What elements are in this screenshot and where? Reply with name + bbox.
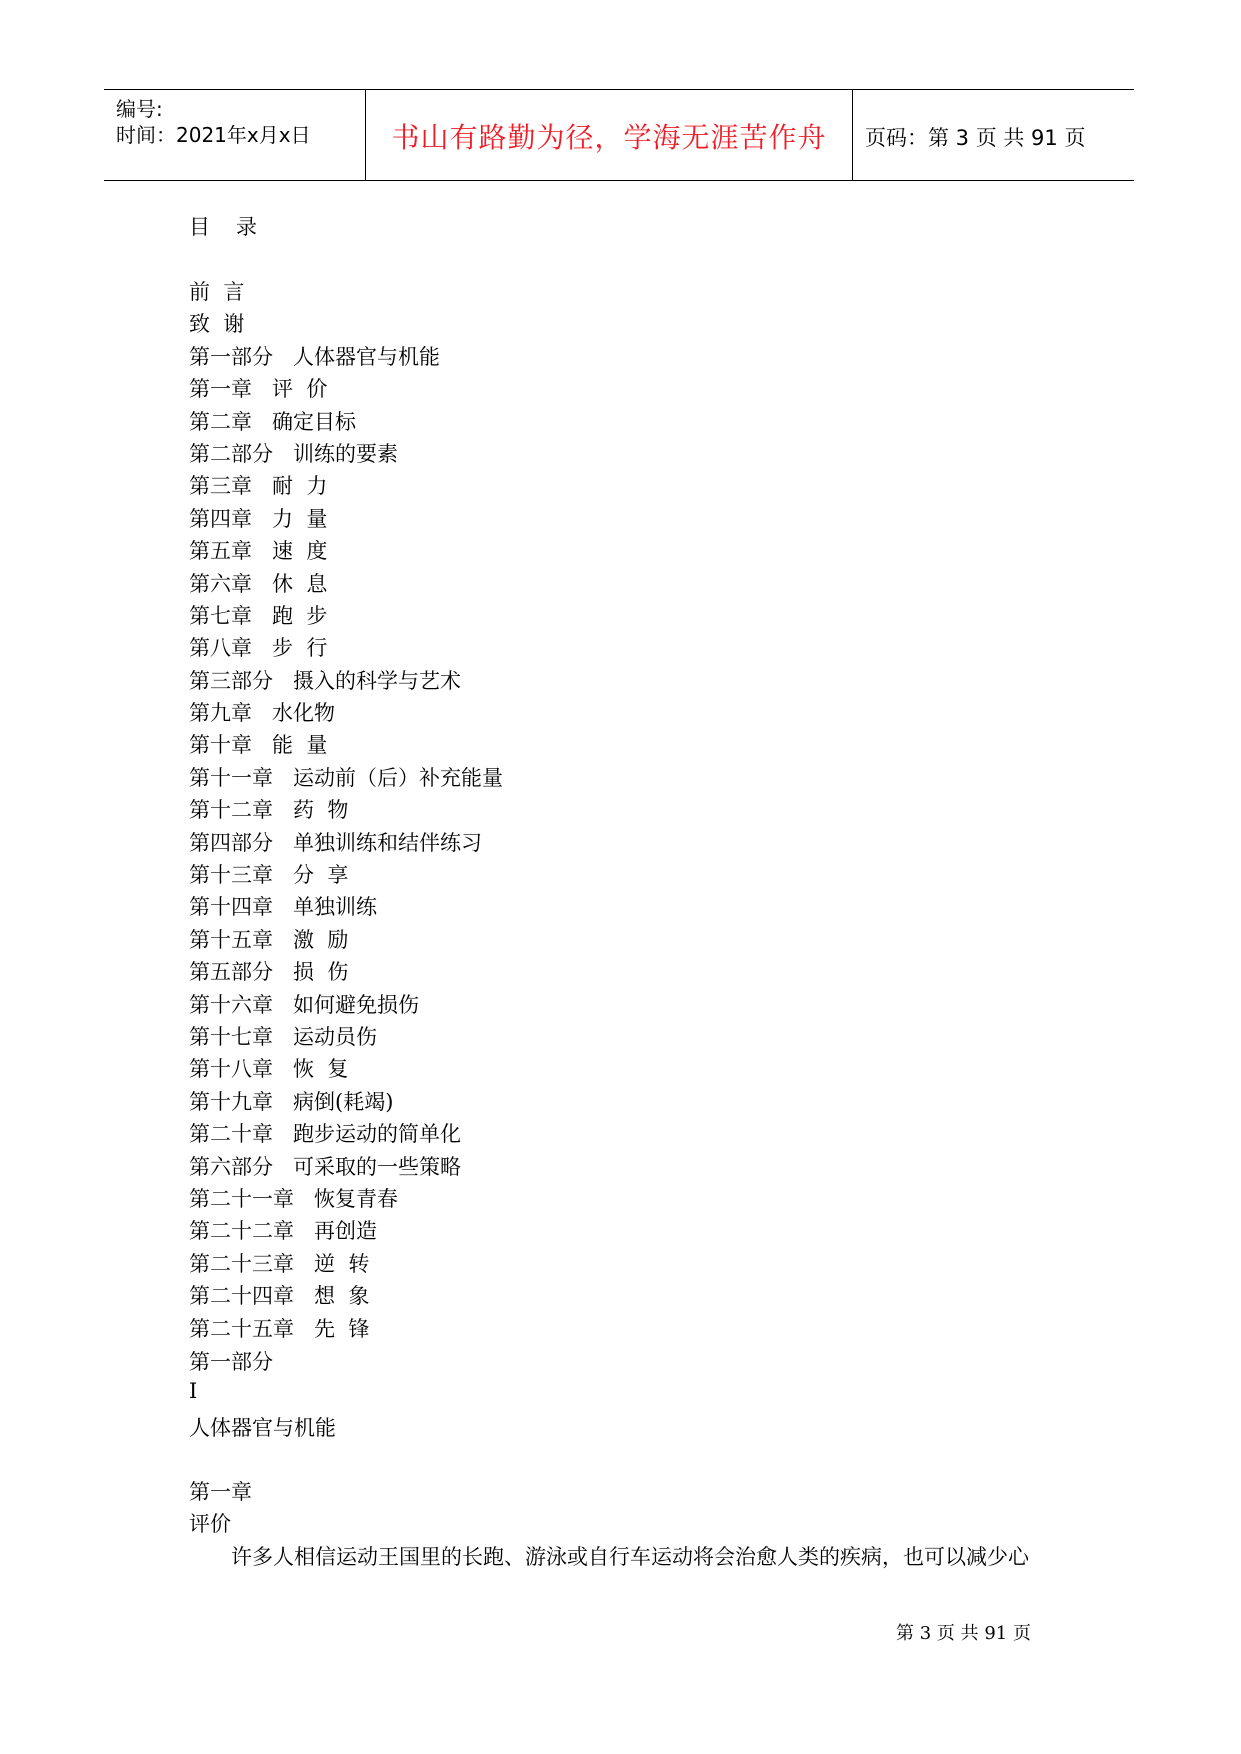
toc-item: 第十三章 分 享 (189, 863, 349, 888)
toc-item: 前 言 (189, 280, 245, 304)
toc-item: 第十四章 单独训练 (189, 895, 378, 920)
toc-title: 目录 (189, 215, 283, 239)
table-of-contents (189, 276, 503, 1345)
toc-item: 第二十章 跑步运动的简单化 (189, 1122, 462, 1147)
toc-item: 第九章 水化物 (189, 701, 336, 726)
toc-item: 第二十二章 再创造 (189, 1219, 378, 1244)
toc-item: 第一部分 人体器官与机能 (189, 344, 441, 369)
part-numeral: I (189, 1379, 198, 1403)
toc-item: 第二章 确定目标 (189, 409, 357, 434)
toc-item: 第十六章 如何避免损伤 (189, 992, 420, 1017)
chapter-label: 第一章 (189, 1480, 252, 1504)
toc-item: 第一章 评 价 (189, 377, 328, 402)
part-title: 人体器官与机能 (189, 1416, 336, 1440)
toc-item: 第七章 跑 步 (189, 603, 328, 628)
toc-item: 第二十四章 想 象 (189, 1284, 370, 1309)
part-label: 第一部分 (189, 1350, 273, 1374)
toc-item: 第二部分 训练的要素 (189, 441, 399, 466)
toc-item: 致 谢 (189, 312, 245, 337)
toc-item: 第二十五章 先 锋 (189, 1316, 370, 1341)
header-motto-cell (366, 90, 853, 180)
toc-item: 第六章 休 息 (189, 571, 328, 596)
header-page-code: 页码：第 3 页 共 91 页 (865, 126, 1086, 150)
body-paragraph: 许多人相信运动王国里的长跑、游泳或自行车运动将会治愈人类的疾病，也可以减少心 (231, 1545, 1029, 1569)
toc-item: 第十章 能 量 (189, 733, 328, 758)
header-page-cell (853, 90, 1134, 180)
document-number-label: 编号: (116, 97, 163, 121)
toc-item: 第十九章 病倒(耗竭) (189, 1089, 394, 1114)
toc-item: 第四部分 单独训练和结伴练习 (189, 830, 483, 855)
page-header (104, 89, 1134, 181)
toc-item: 第十二章 药 物 (189, 798, 349, 823)
chapter-title: 评价 (189, 1512, 231, 1536)
page-footer: 第 3 页 共 91 页 (896, 1623, 1031, 1644)
toc-item: 第十八章 恢 复 (189, 1057, 349, 1082)
toc-item: 第五章 速 度 (189, 539, 328, 564)
toc-item: 第十七章 运动员伤 (189, 1024, 378, 1049)
toc-item: 第二十一章 恢复青春 (189, 1186, 399, 1211)
toc-item: 第十五章 激 励 (189, 927, 349, 952)
toc-item: 第三章 耐 力 (189, 474, 328, 499)
toc-item: 第六部分 可采取的一些策略 (189, 1154, 462, 1179)
toc-item: 第十一章 运动前（后）补充能量 (189, 765, 504, 790)
toc-item: 第三部分 摄入的科学与艺术 (189, 668, 462, 693)
toc-item: 第四章 力 量 (189, 506, 328, 531)
toc-item: 第二十三章 逆 转 (189, 1251, 370, 1276)
toc-item: 第五部分 损 伤 (189, 960, 349, 985)
header-motto: 书山有路勤为径，学海无涯苦作舟 (391, 121, 827, 154)
toc-item: 第八章 步 行 (189, 636, 328, 661)
document-time-label: 时间：2021年x月x日 (116, 123, 311, 147)
header-info-cell (104, 90, 366, 180)
